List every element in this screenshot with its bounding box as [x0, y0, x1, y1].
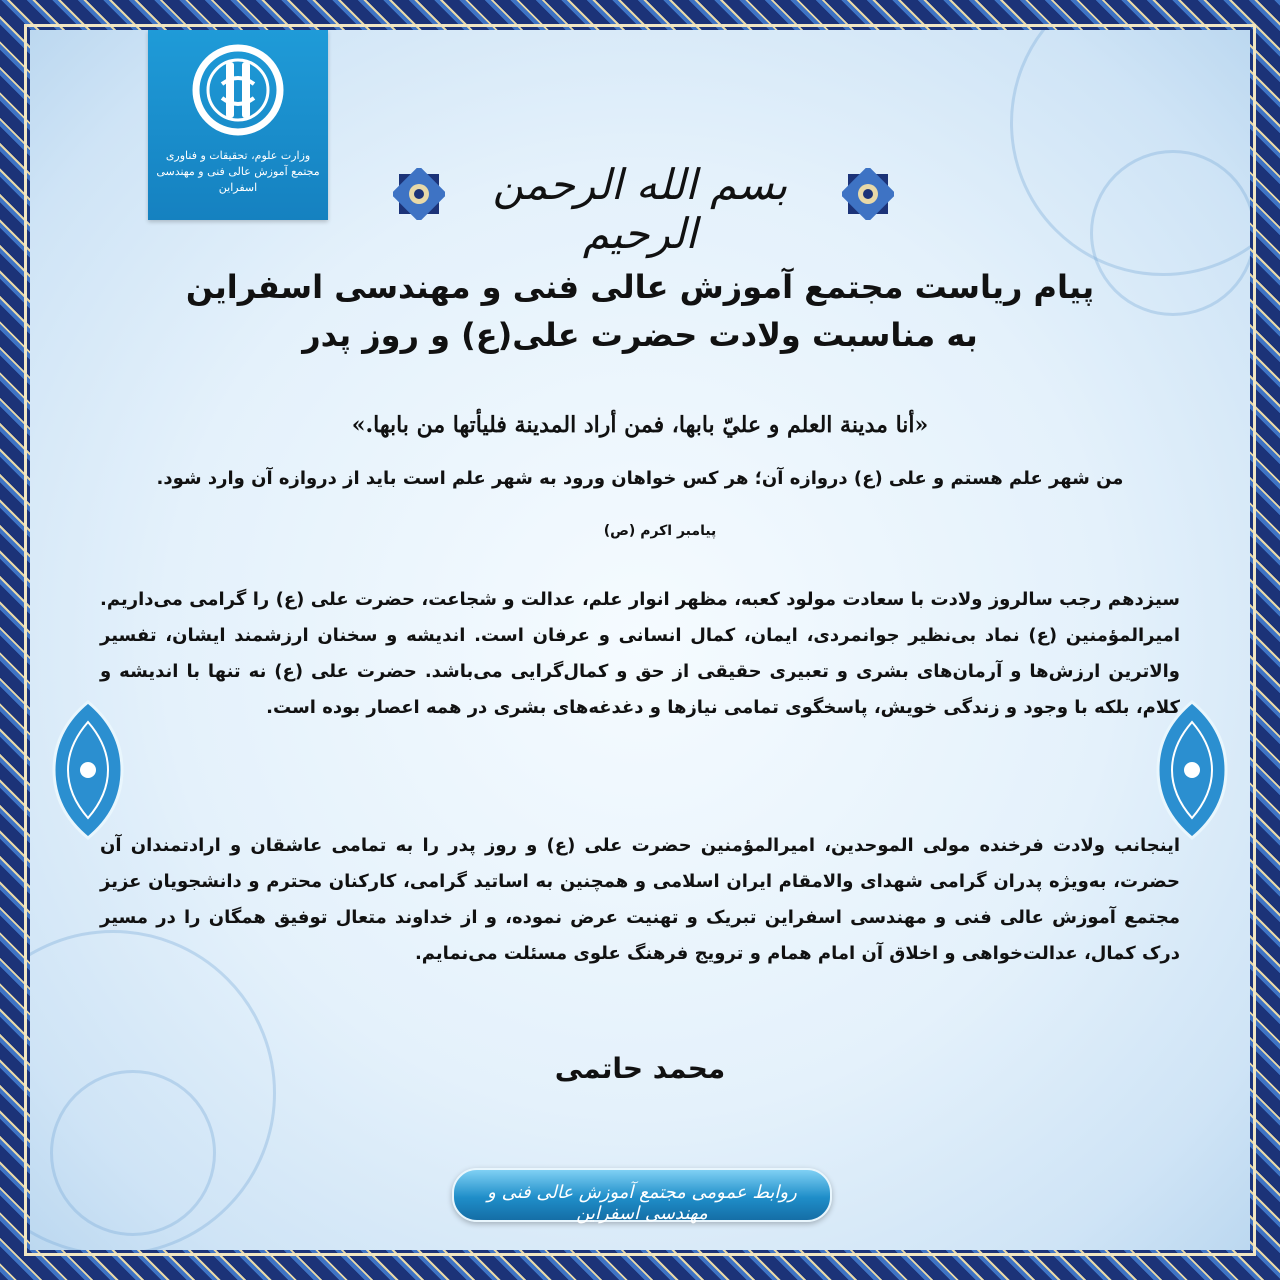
- hadith-persian: من شهر علم هستم و علی (ع) دروازه آن؛ هر کس خواهان ورود به شهر علم است باید از دروازه آن وارد شود.: [156, 468, 1124, 489]
- left-medallion-icon: [52, 700, 124, 840]
- decor-swirl-bottom-left-small: [50, 1070, 216, 1236]
- emblem-icon: [192, 44, 284, 136]
- title-line-1: پیام ریاست مجتمع آموزش عالی فنی و مهندسی اسفراین: [185, 268, 1095, 306]
- public-relations-text: روابط عمومی مجتمع آموزش عالی فنی و مهندسی اسفراین: [487, 1182, 797, 1224]
- basmala-row: [30, 150, 1250, 258]
- signature-name: محمد حاتمی: [554, 1052, 726, 1085]
- message-paragraph-1: سیزدهم رجب سالروز ولادت با سعادت مولود کعبه، مظهر انوار علم، عدالت و شجاعت، حضرت علی (ع) را گرامی می‌داریم. امیرالمؤمنین (ع) نماد بی‌نظیر جوانمردی، ایمان، کمال انسانی و عرفان است. اندیشه و سخنان ارزشمند ایشان، تفسیر والاترین ارزش‌ها و آرمان‌های بشری و تعبیری حقیقی از حق و کمال‌گرایی می‌باشد. حضرت علی (ع) نه تنها با اندیشه و کلام، بلکه با وجود و زندگی خویش، پاسخگوی تمامی نیازها و دغدغه‌های بشری در همه اعصار بوده است.: [100, 589, 1180, 718]
- hadith-arabic: «أنا مدينة العلم و عليّ بابها، فمن أراد المدينة فليأتها من بابها.»: [351, 412, 929, 438]
- basmala-text: بسم الله الرحمن الرحیم: [492, 160, 788, 258]
- logo-line-institution: مجتمع آموزش عالی فنی و مهندسی اسفراین: [156, 165, 320, 194]
- public-relations-badge: [452, 1168, 832, 1222]
- logo-line-ministry: وزارت علوم، تحقیقات و فناوری: [165, 149, 311, 162]
- star-ornament-icon: [842, 168, 894, 220]
- message-paragraph-2: اینجانب ولادت فرخنده مولی الموحدین، امیرالمؤمنین حضرت علی (ع) و روز پدر را به تمامی عاشقان و ارادتمندان آن حضرت، به‌ویژه پدران گرامی شهدای والامقام ایران اسلامی و همچنین به اساتید گرامی، کارکنان محترم و دانشجویان عزیز مجتمع آموزش عالی فنی و مهندسی اسفراین تبریک و تهنیت عرض نموده، و از خداوند متعال توفیق همگان را در مسیر درک کمال، عدالت‌خواهی و اخلاق آن امام همام و ترویج فرهنگ علوی مسئلت می‌نمایم.: [100, 835, 1180, 964]
- hadith-source: پیامبر اکرم (ص): [603, 523, 717, 539]
- title-line-2: به مناسبت ولادت حضرت علی(ع) و روز پدر: [302, 316, 978, 354]
- right-medallion-icon: [1156, 700, 1228, 840]
- message-panel: [30, 30, 1250, 1250]
